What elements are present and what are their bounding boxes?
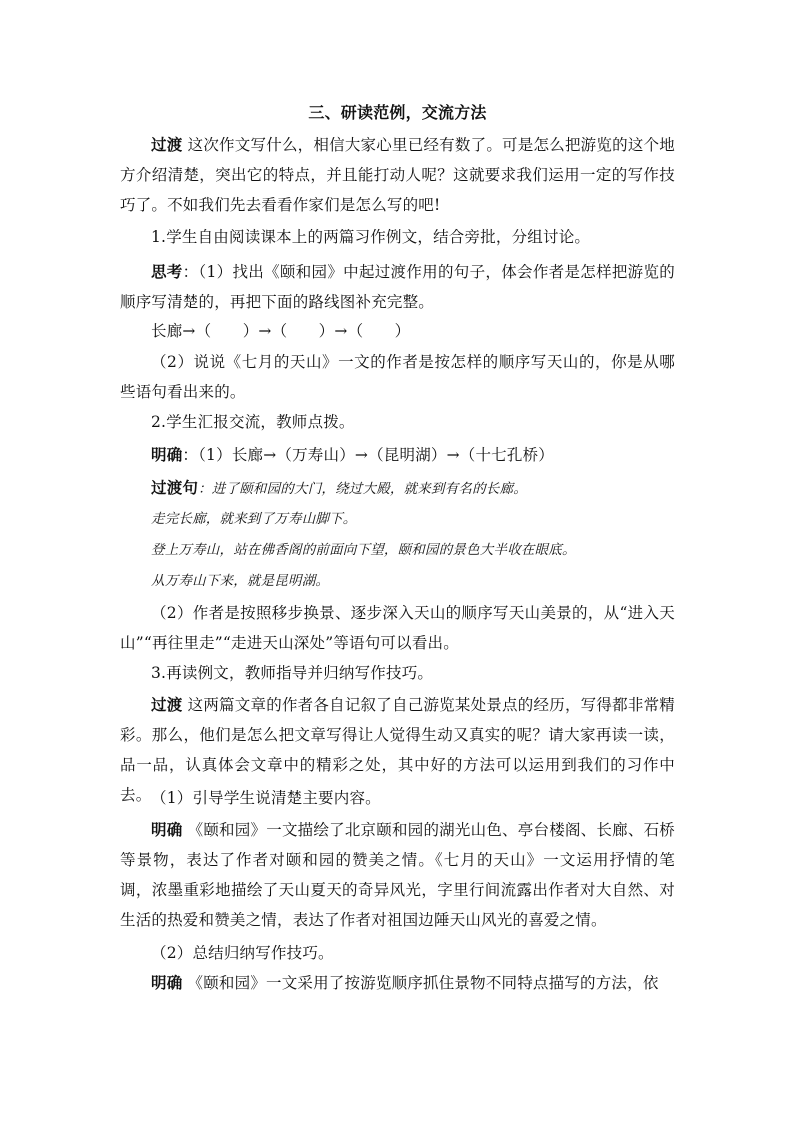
answer-route-paragraph (120, 440, 675, 470)
label-transition: 过渡 (151, 695, 183, 714)
label-transition-sentence: 过渡句 (151, 478, 199, 497)
route-blanks: 长廊→（ ）→（ ）→（ ） (151, 322, 411, 340)
paragraph-text: 这次作文写什么，相信大家心里已经有数了。可是怎么把游览的这个地方介绍清楚，突出它的特点，并且能打动人呢？这就要求我们运用一定的写作技巧了。不如我们先去看看作家们是怎么写的吧! (120, 136, 675, 214)
label-clarify: 明确 (151, 820, 183, 839)
label-clarify: 明确 (151, 973, 183, 992)
transition-sentence-4: 从万寿山下来，就是昆明湖。 (151, 573, 330, 589)
sub-step-1-paragraph: （1）引导学生说清楚主要内容。 (151, 789, 381, 807)
paragraph-text: 《颐和园》一文采用了按游览顺序抓住景物不同特点描写的方法，依 (182, 974, 659, 992)
transition-sentence-2: 走完长廊，就来到了万寿山脚下。 (151, 511, 357, 527)
label-think: 思考 (151, 262, 183, 281)
answer-technique-paragraph (120, 968, 675, 998)
sub-step-2-paragraph: （2）总结归纳写作技巧。 (151, 944, 334, 962)
paragraph-text: ：（1）找出《颐和园》中起过渡作用的句子，体会作者是怎样把游览的顺序写清楚的，再把下面的路线图补充完整。 (120, 263, 676, 311)
paragraph-text: 《颐和园》一文描绘了北京颐和园的湖光山色、亭台楼阁、长廊、石桥等景物，表达了作者对颐和园的赞美之情。《七月的天山》一文运用抒情的笔调，浓墨重彩地描绘了天山夏天的奇异风光，字里行间流露出作者对大自然、对生活的热爱和赞美之情，表达了作者对祖国边陲天山风光的喜爱之情。 (120, 821, 675, 929)
transition-sentence-3: 登上万寿山，站在佛香阁的前面向下望，颐和园的景色大半收在眼底。 (151, 542, 576, 558)
answer-main-content-paragraph (120, 815, 675, 935)
answer-2-paragraph: （2）作者是按照移步换景、逐步深入天山的顺序写天山美景的，从“进入天山”“再往里走”“走进天山深处”等语句可以看出。 (120, 604, 675, 652)
step-1-paragraph: 1.学生自由阅读课本上的两篇习作例文，结合旁批，分组讨论。 (151, 228, 591, 246)
step-2-paragraph: 2.学生汇报交流，教师点拨。 (151, 413, 355, 431)
step-3-paragraph: 3.再读例文，教师指导并归纳写作技巧。 (151, 664, 434, 682)
think-paragraph (120, 257, 675, 317)
section-title: 三、研读范例，交流方法 (308, 103, 487, 122)
transition-paragraph-1 (120, 130, 675, 220)
question-2-paragraph: （2）说说《七月的天山》一文的作者是按怎样的顺序写天山的，你是从哪些语句看出来的。 (120, 353, 675, 401)
transition-sentence-1 (120, 473, 675, 504)
paragraph-text: 这两篇文章的作者各自记叙了自己游览某处景点的经历，写得都非常精彩。那么，他们是怎么把文章写得让人觉得生动又真实的呢？请大家再读一读，品一品，认真体会文章中的精彩之处，其中好的方法可以运用到我们的习作中去。 (120, 696, 675, 804)
label-clarify: 明确 (151, 445, 183, 464)
label-transition: 过渡 (151, 135, 183, 154)
handwritten-text: ：进了颐和园的大门，绕过大殿，就来到有名的长廊。 (198, 481, 527, 497)
paragraph-text: ：（1）长廊→（万寿山）→（昆明湖）→（十七孔桥） (182, 446, 554, 464)
